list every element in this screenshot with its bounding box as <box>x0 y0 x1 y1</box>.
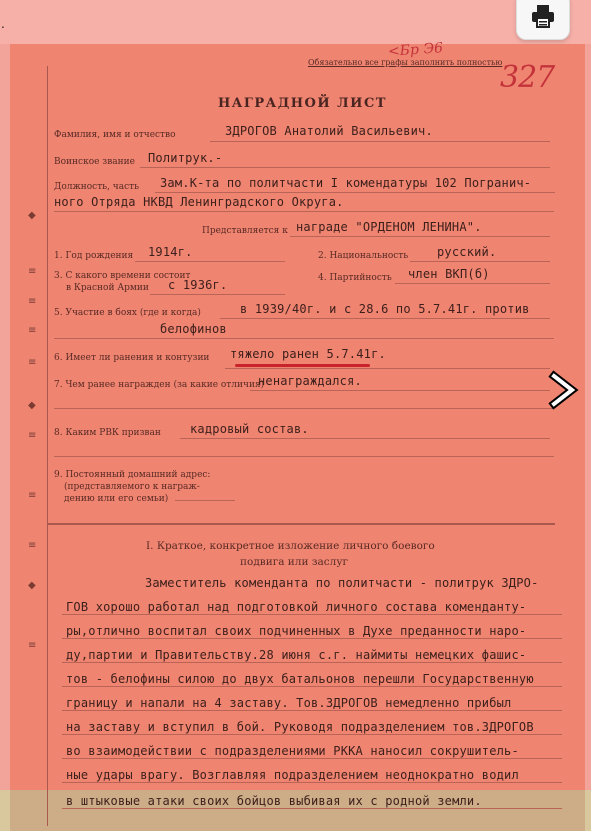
address-label-1: 9. Постоянный домашний адрес: <box>54 470 211 480</box>
battles-value-1: в 1939/40г. и с 28.6 по 5.7.41г. против <box>240 302 530 316</box>
body-line: ные удары врагу. Возглавляя подразделением неоднократно водил <box>66 768 519 782</box>
ruled-line <box>62 808 562 809</box>
print-button[interactable] <box>516 0 570 40</box>
ruled-line <box>62 782 562 783</box>
body-line: ры,отлично воспитал своих подчиненных в Духе преданности наро- <box>66 624 527 638</box>
top-toolbar <box>0 0 591 44</box>
rvk-label: 8. Каким РВК призван <box>54 428 161 438</box>
ruled-line <box>62 686 562 687</box>
field-line <box>250 390 550 391</box>
body-line: в штыковые атаки своих бойцов выбивая их с родной земли. <box>66 794 482 808</box>
field-line <box>220 318 550 319</box>
field-line <box>410 261 550 262</box>
name-label: Фамилия, имя и отчество <box>54 130 176 140</box>
battles-label: 5. Участие в боях (где и когда) <box>54 308 201 318</box>
next-page-arrow-icon[interactable] <box>544 370 580 410</box>
section-title-2: подвига или заслуг <box>240 556 349 568</box>
name-value: ЗДРОГОВ Анатолий Васильевич. <box>225 124 433 138</box>
position-value-2: ного Отряда НКВД Ленинградского Округа. <box>54 195 344 209</box>
field-line <box>54 456 554 457</box>
field-line <box>54 211 554 212</box>
field-line <box>150 294 285 295</box>
field-line <box>54 408 554 409</box>
ruled-line <box>62 734 562 735</box>
body-line: ГОВ хорошо работал над подготовкой личного состава коменданту- <box>66 600 527 614</box>
document-title: НАГРАДНОЙ ЛИСТ <box>218 96 387 111</box>
rank-value: Политрук.- <box>148 151 223 165</box>
awards-value: ненаграждался. <box>258 374 362 388</box>
ruled-line <box>62 662 562 663</box>
menu-dot: . <box>1 17 5 31</box>
field-line <box>140 167 550 168</box>
body-line: тов - белофины силою до двух батальонов перешли Государственную <box>66 672 534 686</box>
field-line <box>225 368 550 369</box>
address-label-2: (представляемого к награж- <box>64 482 200 492</box>
field-line <box>175 500 235 501</box>
red-underline <box>235 364 370 367</box>
body-line: Заместитель коменданта по политчасти - политрук ЗДРО- <box>145 576 539 590</box>
section-title-1: I. Краткое, конкретное изложение личного боевого <box>146 540 435 552</box>
wounds-value: тяжело ранен 5.7.41г. <box>230 347 386 361</box>
army-label-1: 3. С какого времени состоит <box>54 271 191 281</box>
birth-label: 1. Год рождения <box>54 251 134 261</box>
awards-label: 7. Чем ранее награжден (за какие отличия) <box>54 380 265 390</box>
binding-mark: ◆ <box>28 400 36 411</box>
field-line <box>135 261 285 262</box>
address-label-3: дению или его семьи) <box>64 494 169 504</box>
header-stamp: Обязательно все графы заполнить полностью <box>308 58 503 67</box>
rvk-value: кадровый состав. <box>190 422 309 436</box>
party-value: член ВКП(б) <box>408 267 490 281</box>
printer-icon <box>530 3 556 29</box>
ruled-line <box>62 758 562 759</box>
binding-mark: ◆ <box>28 580 36 591</box>
binding-mark: ≡ <box>28 490 37 501</box>
battles-value-2: белофинов <box>160 322 227 336</box>
binding-mark: ≡ <box>28 640 37 651</box>
field-line <box>180 438 550 439</box>
field-line <box>290 236 550 237</box>
margin-rule <box>47 66 48 826</box>
field-line <box>210 141 550 142</box>
birth-value: 1914г. <box>148 245 193 259</box>
field-line <box>54 338 554 339</box>
field-line <box>155 192 555 193</box>
body-line: во взаимодействии с подразделениями РККА наносил сокрушитель- <box>66 744 519 758</box>
binding-mark: ≡ <box>28 266 37 277</box>
party-label: 4. Партийность <box>318 273 392 283</box>
page-number: 327 <box>500 60 555 95</box>
army-label-2: в Красной Армии <box>66 283 149 293</box>
section-divider <box>47 523 555 525</box>
army-value: с 1936г. <box>168 278 228 292</box>
position-value-1: Зам.К-та по политчасти I комендатуры 102 Погранич- <box>160 176 532 190</box>
binding-mark: ≡ <box>28 325 37 336</box>
body-line: на заставу и вступил в бой. Руководя подразделением тов.ЗДРОГОВ <box>66 720 534 734</box>
ruled-line <box>62 710 562 711</box>
field-line <box>395 283 550 284</box>
wounds-label: 6. Имеет ли ранения и контузии <box>54 353 210 363</box>
binding-mark: ≡ <box>28 296 37 307</box>
body-line: границу и напали на 4 заставу. Тов.ЗДРОГОВ немедленно прибыл <box>66 696 512 710</box>
position-label: Должность, часть <box>54 182 140 192</box>
ruled-line <box>62 614 562 615</box>
nation-value: русский. <box>437 245 497 259</box>
nation-label: 2. Национальность <box>318 251 409 261</box>
binding-mark: ◆ <box>28 210 36 221</box>
handwritten-mark: <Бр Э6 <box>387 40 444 60</box>
binding-mark: ≡ <box>28 357 37 368</box>
award-value: награде "ОРДЕНОМ ЛЕНИНА". <box>296 220 482 234</box>
award-label: Представляется к <box>202 226 288 236</box>
rank-label: Воинское звание <box>54 157 135 167</box>
binding-mark: ≡ <box>28 430 37 441</box>
ruled-line <box>62 638 562 639</box>
body-line: ду,партии и Правительству.28 июня с.г. наймиты немецких фашис- <box>66 648 527 662</box>
binding-mark: ≡ <box>28 540 37 551</box>
